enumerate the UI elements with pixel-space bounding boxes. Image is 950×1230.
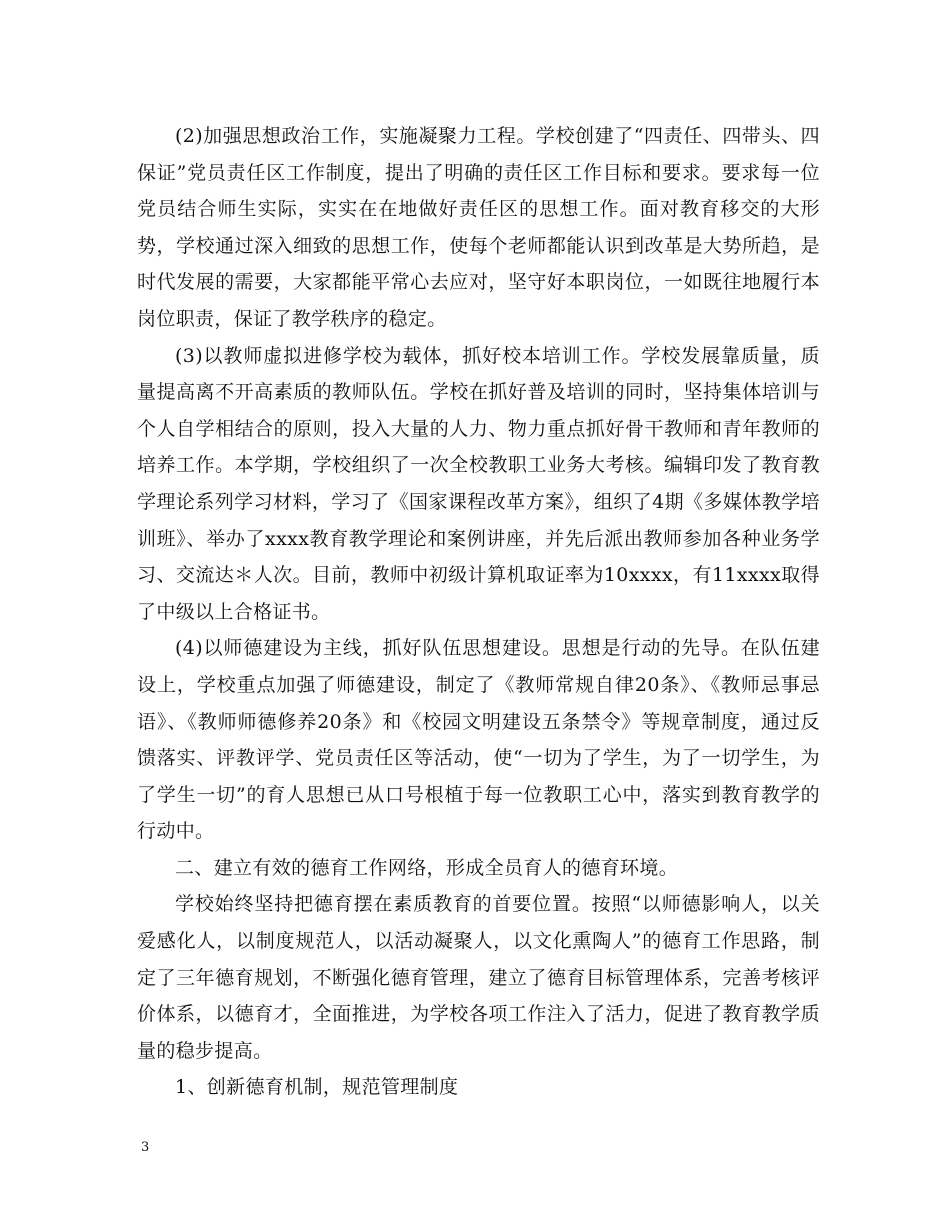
section-heading-moral-education: 二、建立有效的德育工作网络，形成全员育人的德育环境。 <box>175 856 679 879</box>
page-number: 3 <box>141 1140 150 1155</box>
paragraph-political-work: (2)加强思想政治工作，实施凝聚力工程。学校创建了“四责任、四带头、四保证”党员责任区工作制度，提出了明确的责任区工作目标和要求。要求每一位党员结合师生实际，实实在在地做好责任区的思想工作。面对教育移交的大形势，学校通过深入细致的思想工作，使每个老师都能认识到改革是大势所趋，是时代发展的需要，大家都能平常心去应对，坚守好本职岗位，一如既往地履行本岗位职责，保证了教学秩序的稳定。 <box>137 125 820 330</box>
body-text <box>137 118 820 1106</box>
paragraph-moral-education: 学校始终坚持把德育摆在素质教育的首要位置。按照“以师德影响人，以关爱感化人，以制度规范人，以活动凝聚人，以文化熏陶人”的德育工作思路，制定了三年德育规划，不断强化德育管理，建立了德育目标管理体系，完善考核评价体系，以德育才，全面推进，为学校各项工作注入了活力，促进了教育教学质量的稳步提高。 <box>137 893 820 1062</box>
subheading-moral-mechanism: 1、创新德育机制，规范管理制度 <box>175 1076 459 1099</box>
paragraph-teacher-ethics: (4)以师德建设为主线，抓好队伍思想建设。思想是行动的先导。在队伍建设上，学校重点加强了师德建设，制定了《教师常规自律20条》、《教师忌事忌语》、《教师师德修养20条》和《校园文明建设五条禁令》等规章制度，通过反馈落实、评教评学、党员责任区等活动，使“一切为了学生，为了一切学生，为了学生一切”的育人思想已从口号根植于每一位教职工心中，落实到教育教学的行动中。 <box>137 637 820 843</box>
paragraph-teacher-training: (3)以教师虚拟进修学校为载体，抓好校本培训工作。学校发展靠质量，质量提高离不开高素质的教师队伍。学校在抓好普及培训的同时，坚持集体培训与个人自学相结合的原则，投入大量的人力、物力重点抓好骨干教师和青年教师的培养工作。本学期，学校组织了一次全校教职工业务大考核。编辑印发了教育教学理论系列学习材料，学习了《国家课程改革方案》，组织了4期《多媒体教学培训班》、举办了xxxx教育教学理论和案例讲座，并先后派出教师参加各种业务学习、交流达＊人次。目前，教师中初级计算机取证率为10xxxx，有11xxxx取得了中级以上合格证书。 <box>137 344 820 623</box>
